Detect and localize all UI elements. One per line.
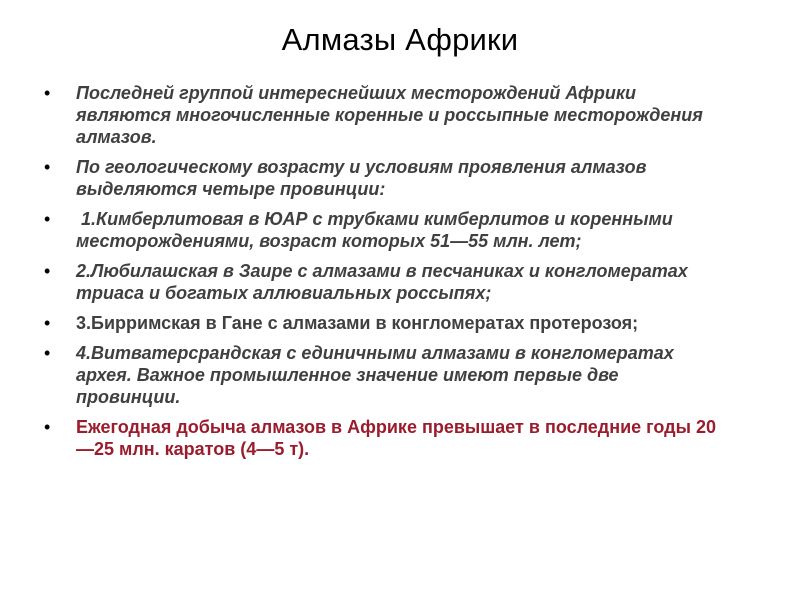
bullet-icon: •	[44, 83, 51, 103]
bullet-text: По геологическому возрасту и условиям проявления алмазов выделяются четыре провинции:	[76, 157, 647, 199]
bullet-item-province-4	[44, 342, 724, 408]
bullet-item-province-2	[44, 260, 724, 304]
bullet-text: Ежегодная добыча алмазов в Африке превышает в последние годы 20—25 млн. каратов (4—5 т).	[76, 417, 717, 459]
bullet-icon: •	[44, 157, 51, 177]
bullet-text: 3.Бирримская в Гане с алмазами в конгломератах протерозоя;	[76, 313, 639, 333]
bullet-list	[44, 82, 724, 468]
bullet-item-intro	[44, 82, 724, 148]
slide-title: Алмазы Африки	[281, 22, 519, 57]
bullet-item-province-3	[44, 312, 724, 334]
bullet-text: 1.Кимберлитовая в ЮАР с трубками кимберлитов и коренными месторождениями, возраст которых 51—55 млн. лет;	[76, 209, 678, 251]
bullet-text: 4.Витватерсрандская с единичными алмазами в конгломератах архея. Важное промышленное значение имеют первые две провинции.	[76, 343, 674, 407]
bullet-item-production	[44, 416, 724, 460]
bullet-text: Последней группой интереснейших месторождений Африки являются многочисленные коренные и россыпные месторождения алмазов.	[76, 83, 703, 147]
bullet-icon: •	[44, 343, 51, 363]
bullet-icon: •	[44, 209, 51, 229]
bullet-icon: •	[44, 417, 51, 437]
bullet-text: 2.Любилашская в Заире с алмазами в песчаниках и конгломератах триаса и богатых аллювиальных россыпях;	[76, 261, 688, 303]
bullet-item-province-1	[44, 208, 724, 252]
bullet-icon: •	[44, 313, 51, 333]
bullet-icon: •	[44, 261, 51, 281]
bullet-item-provinces	[44, 156, 724, 200]
